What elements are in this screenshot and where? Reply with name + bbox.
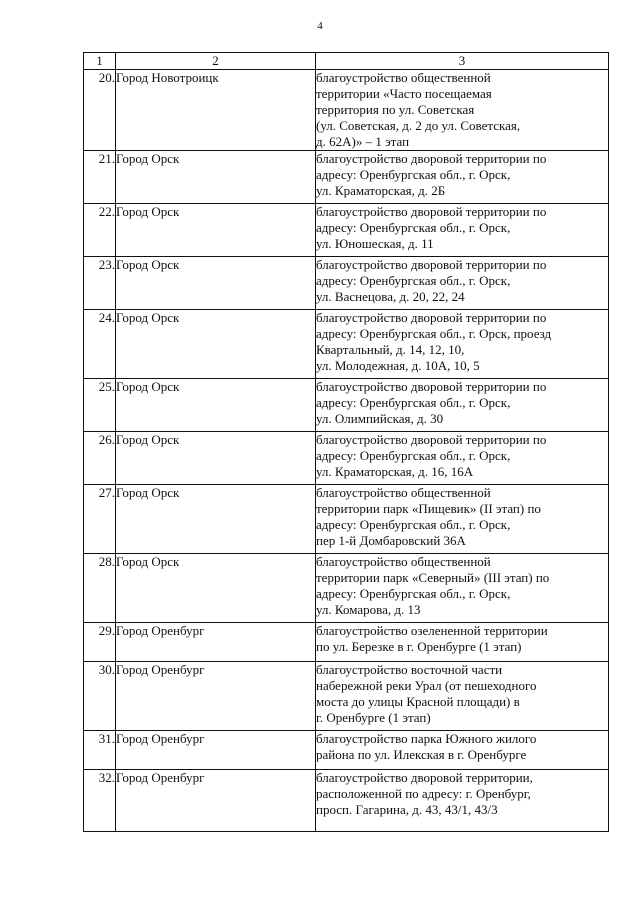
row-number: 27.	[84, 485, 116, 554]
row-number: 22.	[84, 204, 116, 257]
description-line: благоустройство дворовой территории,	[316, 770, 533, 785]
row-number: 28.	[84, 554, 116, 623]
municipality-name: Город Орск	[116, 310, 316, 379]
description-line: адресу: Оренбургская обл., г. Орск,	[316, 167, 511, 182]
municipality-name: Город Орск	[116, 379, 316, 432]
description-line: ул. Краматорская, д. 2Б	[316, 183, 446, 198]
row-number: 25.	[84, 379, 116, 432]
header-cell-1: 1	[84, 53, 116, 70]
description-line: благоустройство дворовой территории по	[316, 432, 547, 447]
municipality-name: Город Орск	[116, 204, 316, 257]
table-row	[84, 257, 609, 310]
description-line: благоустройство общественной	[316, 70, 491, 85]
description-line: расположенной по адресу: г. Оренбург,	[316, 786, 531, 801]
object-description	[316, 623, 609, 662]
table-row	[84, 432, 609, 485]
row-number: 29.	[84, 623, 116, 662]
object-description	[316, 662, 609, 731]
table-row	[84, 151, 609, 204]
table-row	[84, 623, 609, 662]
description-line: по ул. Березке в г. Оренбурге (1 этап)	[316, 639, 522, 654]
description-line: адресу: Оренбургская обл., г. Орск, проезд	[316, 326, 552, 341]
municipality-name: Город Оренбург	[116, 623, 316, 662]
municipality-name: Город Орск	[116, 151, 316, 204]
page-number: 4	[317, 20, 323, 32]
description-line: ул. Комарова, д. 13	[316, 602, 421, 617]
municipality-name: Город Новотроицк	[116, 70, 316, 151]
municipality-name: Город Оренбург	[116, 770, 316, 832]
object-description	[316, 310, 609, 379]
row-number: 23.	[84, 257, 116, 310]
description-line: благоустройство общественной	[316, 485, 491, 500]
object-description	[316, 554, 609, 623]
table-header-row	[84, 53, 609, 70]
description-line: территории «Часто посещаемая	[316, 86, 492, 101]
description-line: адресу: Оренбургская обл., г. Орск,	[316, 448, 511, 463]
description-line: благоустройство дворовой территории по	[316, 257, 547, 272]
municipality-name: Город Орск	[116, 257, 316, 310]
table-row	[84, 379, 609, 432]
description-line: адресу: Оренбургская обл., г. Орск,	[316, 395, 511, 410]
object-description	[316, 731, 609, 770]
description-line: д. 62А)» – 1 этап	[316, 134, 410, 149]
table-row	[84, 485, 609, 554]
description-line: ул. Краматорская, д. 16, 16А	[316, 464, 474, 479]
description-line: ул. Олимпийская, д. 30	[316, 411, 444, 426]
description-line: (ул. Советская, д. 2 до ул. Советская,	[316, 118, 521, 133]
description-line: благоустройство восточной части	[316, 662, 503, 677]
table-row	[84, 204, 609, 257]
description-line: набережной реки Урал (от пешеходного	[316, 678, 537, 693]
description-line: района по ул. Илекская в г. Оренбурге	[316, 747, 527, 762]
table-row	[84, 310, 609, 379]
row-number: 32.	[84, 770, 116, 832]
object-description	[316, 379, 609, 432]
description-line: моста до улицы Красной площади) в	[316, 694, 520, 709]
description-line: Квартальный, д. 14, 12, 10,	[316, 342, 465, 357]
object-description	[316, 70, 609, 151]
description-line: пер 1-й Домбаровский 36А	[316, 533, 466, 548]
row-number: 21.	[84, 151, 116, 204]
description-line: благоустройство озелененной территории	[316, 623, 548, 638]
object-description	[316, 485, 609, 554]
row-number: 31.	[84, 731, 116, 770]
table-row	[84, 662, 609, 731]
table-row	[84, 770, 609, 832]
description-line: благоустройство дворовой территории по	[316, 379, 547, 394]
description-line: территория по ул. Советская	[316, 102, 475, 117]
description-line: благоустройство парка Южного жилого	[316, 731, 537, 746]
object-description	[316, 432, 609, 485]
object-description	[316, 257, 609, 310]
table-body	[84, 70, 609, 832]
table-row	[84, 70, 609, 151]
description-line: ул. Юношеская, д. 11	[316, 236, 434, 251]
description-line: адресу: Оренбургская обл., г. Орск,	[316, 273, 511, 288]
municipality-name: Город Орск	[116, 485, 316, 554]
description-line: благоустройство дворовой территории по	[316, 310, 547, 325]
municipality-name: Город Орск	[116, 432, 316, 485]
description-line: адресу: Оренбургская обл., г. Орск,	[316, 220, 511, 235]
object-description	[316, 204, 609, 257]
table-row	[84, 731, 609, 770]
description-line: благоустройство дворовой территории по	[316, 204, 547, 219]
description-line: территории парк «Пищевик» (II этап) по	[316, 501, 541, 516]
description-line: адресу: Оренбургская обл., г. Орск,	[316, 517, 511, 532]
description-line: территории парк «Северный» (III этап) по	[316, 570, 550, 585]
municipality-name: Город Оренбург	[116, 662, 316, 731]
object-description	[316, 151, 609, 204]
municipality-name: Город Оренбург	[116, 731, 316, 770]
description-line: ул. Васнецова, д. 20, 22, 24	[316, 289, 465, 304]
objects-table	[83, 52, 609, 832]
row-number: 26.	[84, 432, 116, 485]
row-number: 20.	[84, 70, 116, 151]
description-line: адресу: Оренбургская обл., г. Орск,	[316, 586, 511, 601]
row-number: 24.	[84, 310, 116, 379]
header-cell-3: 3	[316, 53, 609, 70]
description-line: ул. Молодежная, д. 10А, 10, 5	[316, 358, 480, 373]
header-cell-2: 2	[116, 53, 316, 70]
description-line: благоустройство общественной	[316, 554, 491, 569]
object-description	[316, 770, 609, 832]
table-row	[84, 554, 609, 623]
description-line: г. Оренбурге (1 этап)	[316, 710, 431, 725]
description-line: просп. Гагарина, д. 43, 43/1, 43/3	[316, 802, 498, 817]
row-number: 30.	[84, 662, 116, 731]
municipality-name: Город Орск	[116, 554, 316, 623]
description-line: благоустройство дворовой территории по	[316, 151, 547, 166]
